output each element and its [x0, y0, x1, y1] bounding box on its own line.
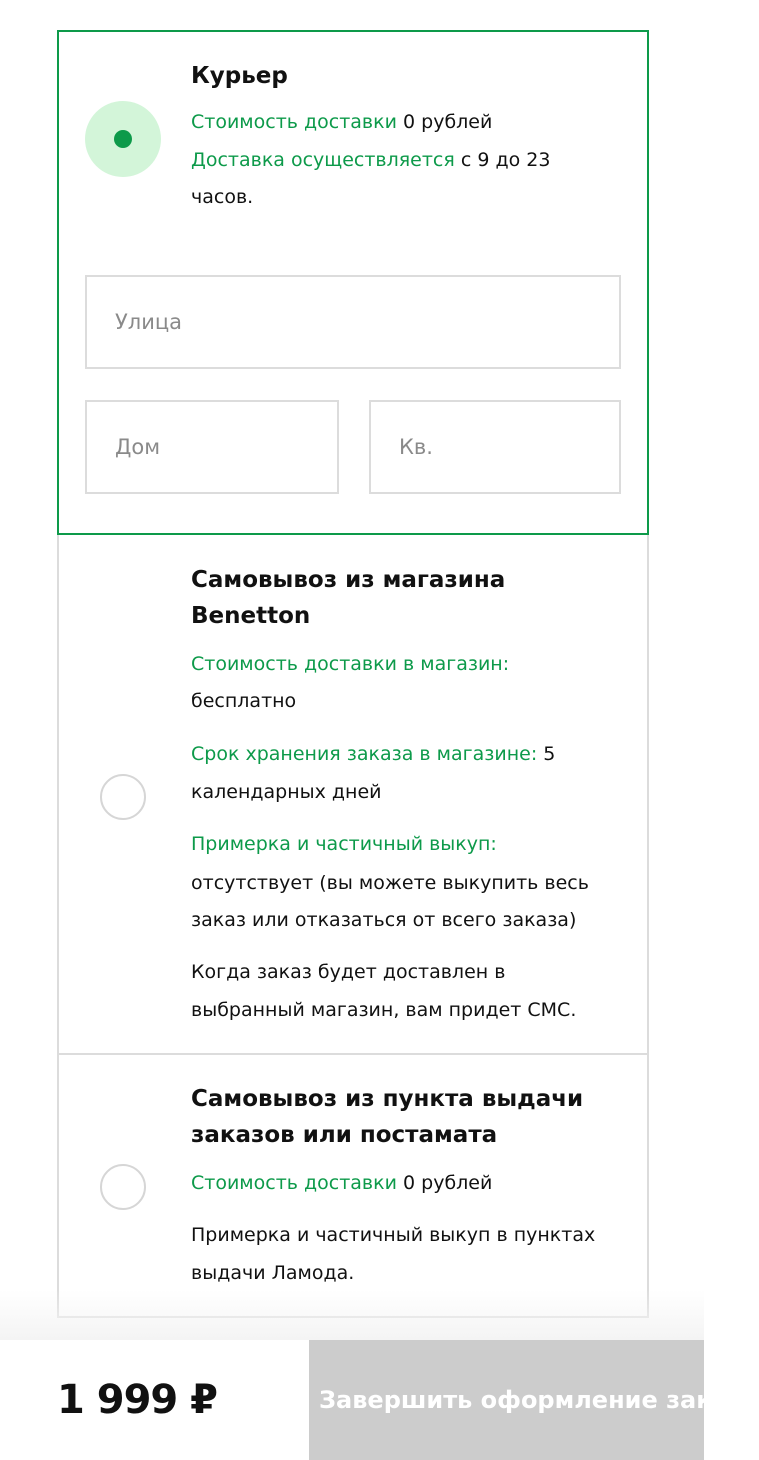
pickup-point-title-2: заказов или постамата: [191, 1122, 498, 1148]
store-fitting-value-1: отсутствует (вы можете выкупить весь: [191, 872, 589, 894]
courier-hours-label: Доставка осуществляется: [191, 149, 455, 171]
street-placeholder: Улица: [115, 310, 183, 334]
pickup-point-radio[interactable]: [85, 1149, 161, 1225]
house-input[interactable]: [85, 400, 339, 494]
store-note-2: выбранный магазин, вам придет СМС.: [191, 999, 577, 1021]
store-pickup-title-2: Benetton: [191, 603, 311, 629]
store-fitting-label: Примерка и частичный выкуп:: [191, 833, 497, 855]
store-pickup-title-1: Самовывоз из магазина: [191, 567, 506, 593]
courier-radio[interactable]: [85, 101, 161, 177]
radio-selected-dot: [114, 130, 132, 148]
pickup-point-note-2: выдачи Ламода.: [191, 1262, 355, 1284]
radio-unselected: [100, 774, 146, 820]
street-input[interactable]: [85, 275, 621, 369]
courier-hours-value: с 9 до 23: [460, 149, 551, 171]
pickup-point-note-1: Примерка и частичный выкуп в пунктах: [191, 1224, 596, 1246]
order-total: 1 999 ₽: [57, 1377, 218, 1423]
courier-hours-line: [191, 142, 550, 179]
courier-hours-tail: часов.: [191, 186, 254, 208]
store-storage-line: [191, 736, 555, 773]
delivery-option-pickup-point[interactable]: [57, 1053, 649, 1318]
delivery-option-courier[interactable]: [57, 30, 649, 535]
apartment-input[interactable]: [369, 400, 621, 494]
apartment-placeholder: Кв.: [399, 435, 433, 459]
house-placeholder: Дом: [115, 435, 161, 459]
delivery-option-store-pickup[interactable]: [57, 533, 649, 1055]
courier-cost-line: [191, 104, 492, 141]
store-storage-value: 5: [543, 743, 556, 765]
finish-checkout-label: Завершить оформление заказа: [319, 1386, 759, 1414]
courier-cost-value: 0 рублей: [403, 111, 493, 133]
radio-unselected: [100, 1164, 146, 1210]
store-cost-label: Стоимость доставки в магазин:: [191, 653, 510, 675]
store-storage-label: Срок хранения заказа в магазине:: [191, 743, 538, 765]
finish-checkout-button[interactable]: [309, 1340, 759, 1460]
pickup-point-cost-label: Стоимость доставки: [191, 1172, 397, 1194]
pickup-point-title-1: Самовывоз из пункта выдачи: [191, 1086, 584, 1112]
store-note-1: Когда заказ будет доставлен в: [191, 961, 506, 983]
store-fitting-value-2: заказ или отказаться от всего заказа): [191, 909, 577, 931]
courier-title: Курьер: [191, 63, 288, 89]
courier-cost-label: Стоимость доставки: [191, 111, 397, 133]
store-storage-value-2: календарных дней: [191, 781, 382, 803]
pickup-point-cost-value: 0 рублей: [403, 1172, 493, 1194]
delivery-options: [57, 32, 649, 1318]
pickup-point-cost-line: [191, 1165, 492, 1202]
store-pickup-radio[interactable]: [85, 759, 161, 835]
footer-shadow: [0, 1290, 704, 1340]
store-cost-value: бесплатно: [191, 690, 297, 712]
